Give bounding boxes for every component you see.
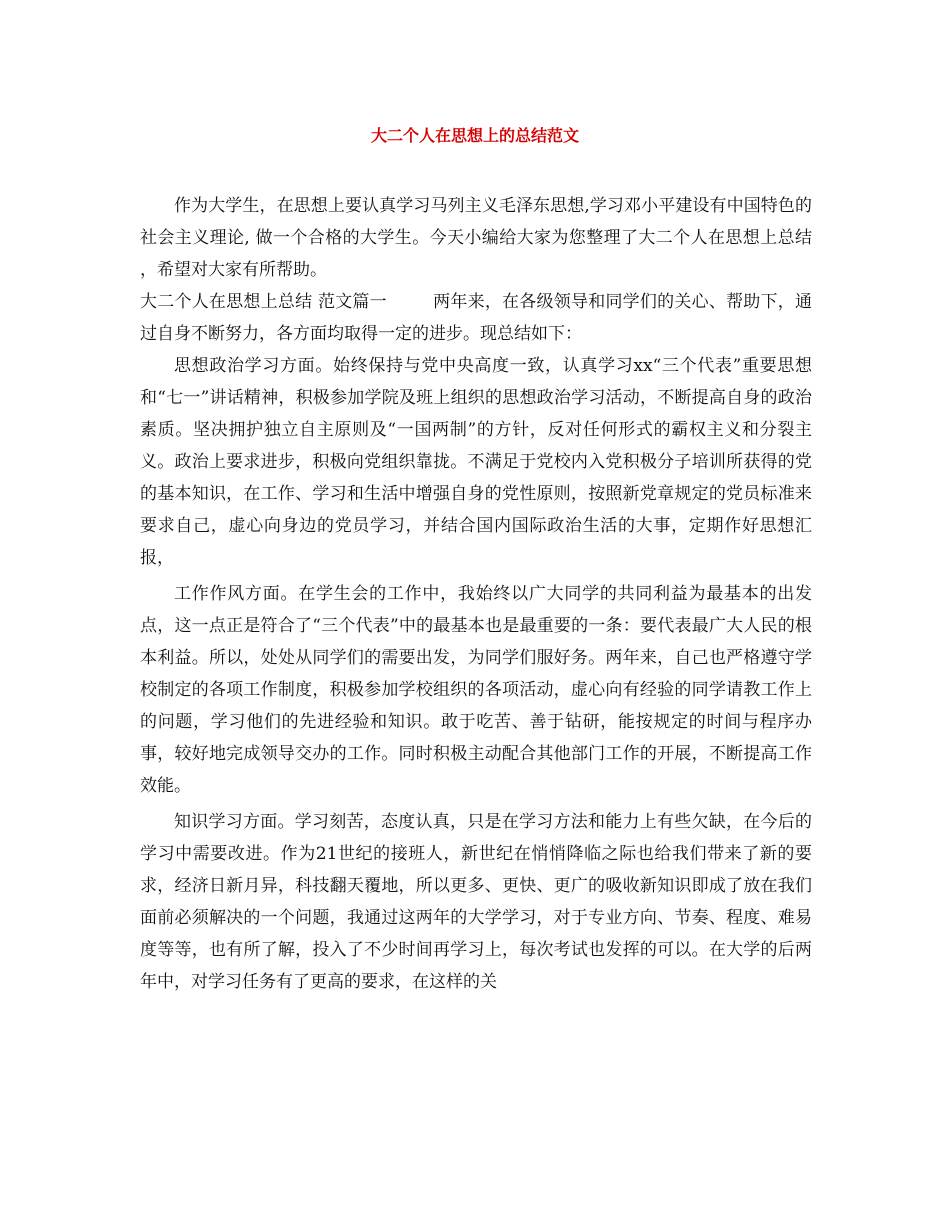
- paragraph-knowledge-study: 知识学习方面。学习刻苦，态度认真，只是在学习方法和能力上有些欠缺，在今后的学习中需要改进。作为21世纪的接班人，新世纪在悄悄降临之际也给我们带来了新的要求，经济日新月异，科技翻天覆地，所以更多、更快、更广的吸收新知识即成了放在我们面前必须解决的一个问题，我通过这两年的大学学习，对于专业方向、节奏、程度、难易度等等，也有所了解，投入了不少时间再学习上，每次考试也发挥的可以。在大学的后两年中，对学习任务有了更高的要求，在这样的关: [140, 812, 812, 992]
- paragraph-section-heading: [140, 286, 812, 350]
- paragraph-intro: 作为大学生，在思想上要认真学习马列主义毛泽东思想,学习邓小平建设有中国特色的社会主义理论, 做一个合格的大学生。今天小编给大家为您整理了大二个人在思想上总结 ，希望对大家有所帮助。: [140, 196, 812, 280]
- paragraph-political-study: 思想政治学习方面。始终保持与党中央高度一致，认真学习xx“三个代表”重要思想和“七一”讲话精神，积极参加学院及班上组织的思想政治学习活动，不断提高自身的政治素质。坚决拥护独立自主原则及“一国两制”的方针，反对任何形式的霸权主义和分裂主义。政治上要求进步，积极向党组织靠拢。不满足于党校内入党积极分子培训所获得的党的基本知识，在工作、学习和生活中增强自身的党性原则，按照新党章规定的党员标准来要求自己，虚心向身边的党员学习，并结合国内国际政治生活的大事，定期作好思想汇报，: [140, 356, 812, 568]
- document-title: 大二个人在思想上的总结范文: [370, 126, 579, 145]
- document-body: [140, 190, 812, 998]
- section-heading: 大二个人在思想上总结 范文篇一: [140, 292, 387, 312]
- section-opening: 两年来，在各级领导和同学们的关心、帮助下，通过自身不断努力，各方面均取得一定的进步。现总结如下：: [140, 292, 812, 344]
- paragraph-work-style: 工作作风方面。在学生会的工作中，我始终以广大同学的共同利益为最基本的出发点，这一点正是符合了“三个代表”中的最基本也是最重要的一条：要代表最广大人民的根本利益。所以，处处从同学们的需要出发，为同学们服好务。两年来，自己也严格遵守学校制定的各项工作制度，积极参加学校组织的各项活动，虚心向有经验的同学请教工作上的问题，学习他们的先进经验和知识。敢于吃苦、善于钻研，能按规定的时间与程序办事，较好地完成领导交办的工作。同时积极主动配合其他部门工作的开展，不断提高工作效能。: [140, 584, 812, 796]
